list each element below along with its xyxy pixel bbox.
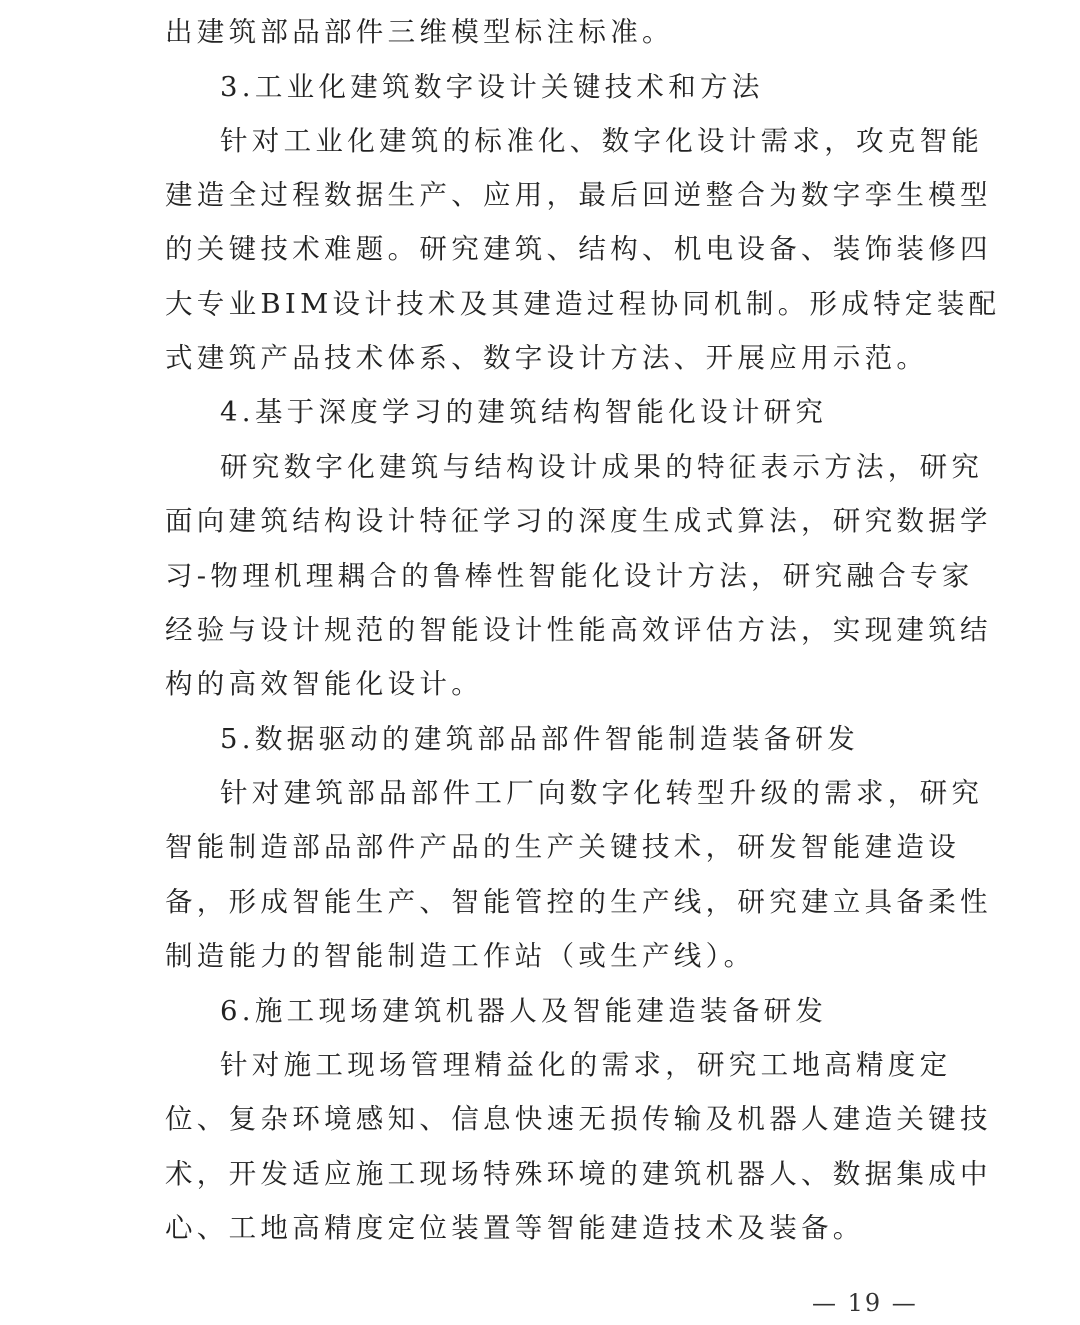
section-3-line-5: 式建筑产品技术体系、数字设计方法、开展应用示范。 [165,342,929,374]
continuation-line: 出建筑部品部件三维模型标注标准。 [165,16,674,48]
page-number: — 19 — [812,1289,918,1317]
section-5-line-3: 备，形成智能生产、智能管控的生产线，研究建立具备柔性 [165,886,992,918]
section-4-line-3: 习-物理机理耦合的鲁棒性智能化设计方法，研究融合专家 [165,560,974,592]
section-4-heading: 4.基于深度学习的建筑结构智能化设计研究 [220,396,828,428]
section-6-heading: 6.施工现场建筑机器人及智能建造装备研发 [220,995,828,1027]
section-5-line-4: 制造能力的智能制造工作站（或生产线）。 [165,940,756,972]
section-4-line-1: 研究数字化建筑与结构设计成果的特征表示方法，研究 [220,451,984,483]
section-3-line-4: 大专业BIM设计技术及其建造过程协同机制。形成特定装配 [165,288,1001,320]
section-6-line-4: 心、工地高精度定位装置等智能建造技术及装备。 [165,1212,865,1244]
section-3-line-2: 建造全过程数据生产、应用，最后回逆整合为数字孪生模型 [165,179,992,211]
section-3-heading: 3.工业化建筑数字设计关键技术和方法 [220,71,764,103]
section-6-line-2: 位、复杂环境感知、信息快速无损传输及机器人建造关键技 [165,1103,992,1135]
section-5-line-1: 针对建筑部品部件工厂向数字化转型升级的需求，研究 [220,777,984,809]
section-4-line-4: 经验与设计规范的智能设计性能高效评估方法，实现建筑结 [165,614,992,646]
section-6-line-3: 术，开发适应施工现场特殊环境的建筑机器人、数据集成中 [165,1158,992,1190]
section-4-line-5: 构的高效智能化设计。 [165,668,483,700]
section-4-line-2: 面向建筑结构设计特征学习的深度生成式算法，研究数据学 [165,505,992,537]
section-3-line-3: 的关键技术难题。研究建筑、结构、机电设备、装饰装修四 [165,233,992,265]
section-6-line-1: 针对施工现场管理精益化的需求，研究工地高精度定 [220,1049,952,1081]
section-3-line-1: 针对工业化建筑的标准化、数字化设计需求，攻克智能 [220,125,984,157]
section-5-heading: 5.数据驱动的建筑部品部件智能制造装备研发 [220,723,860,755]
section-5-line-2: 智能制造部品部件产品的生产关键技术，研发智能建造设 [165,831,960,863]
